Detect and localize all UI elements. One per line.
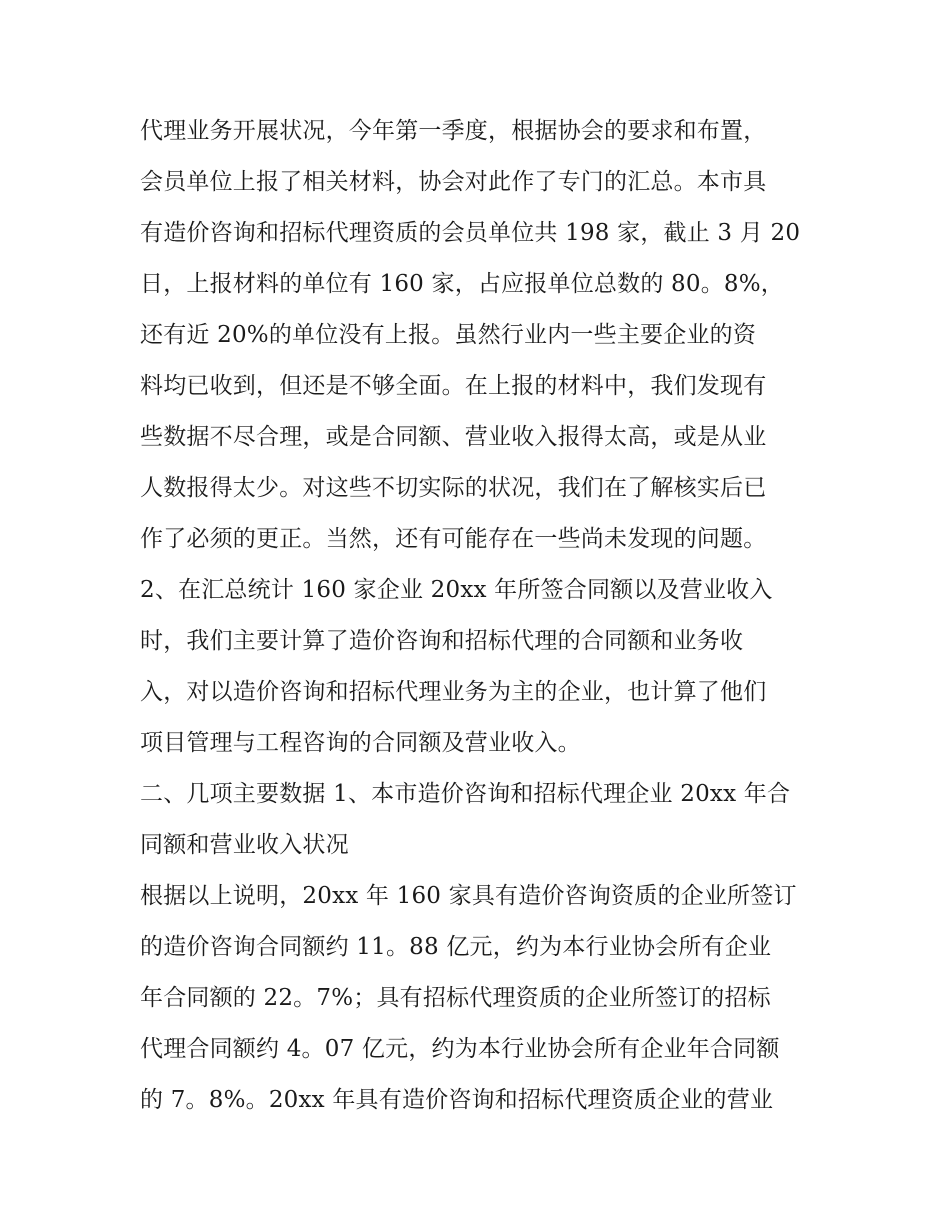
text-line-13: 项目管理与工程咨询的合同额及营业收入。 xyxy=(140,730,581,756)
text-line-1: 代理业务开展状况，今年第一季度，根据协会的要求和布置， xyxy=(140,118,767,144)
text-line-4: 日，上报材料的单位有 160 家，占应报单位总数的 80。8%， xyxy=(140,271,784,297)
text-line-3: 有造价咨询和招标代理资质的会员单位共 198 家，截止 3 月 20 xyxy=(140,220,801,246)
text-line-10: 2、在汇总统计 160 家企业 20xx 年所签合同额以及营业收入 xyxy=(140,577,773,603)
text-line-8: 人数报得太少。对这些不切实际的状况，我们在了解核实后已 xyxy=(140,475,767,501)
text-line-17: 的造价咨询合同额约 11。88 亿元，约为本行业协会所有企业 xyxy=(140,934,772,960)
text-line-7: 些数据不尽合理，或是合同额、营业收入报得太高，或是从业 xyxy=(140,424,767,450)
text-line-18: 年合同额的 22。7%；具有招标代理资质的企业所签订的招标 xyxy=(140,985,771,1011)
text-line-11: 时，我们主要计算了造价咨询和招标代理的合同额和业务收 xyxy=(140,628,744,654)
text-line-16: 根据以上说明，20xx 年 160 家具有造价咨询资质的企业所签订 xyxy=(140,883,797,909)
document-body xyxy=(140,106,820,1126)
text-line-19: 代理合同额约 4。07 亿元，约为本行业协会所有企业年合同额 xyxy=(140,1036,780,1062)
text-line-15: 同额和营业收入状况 xyxy=(140,832,349,858)
text-line-12: 入，对以造价咨询和招标代理业务为主的企业，也计算了他们 xyxy=(140,679,767,705)
text-line-9: 作了必须的更正。当然，还有可能存在一些尚未发现的问题。 xyxy=(140,526,767,552)
text-line-6: 料均已收到，但还是不够全面。在上报的材料中，我们发现有 xyxy=(140,373,767,399)
text-line-5: 还有近 20%的单位没有上报。虽然行业内一些主要企业的资 xyxy=(140,322,757,348)
text-line-2: 会员单位上报了相关材料，协会对此作了专门的汇总。本市具 xyxy=(140,169,767,195)
text-line-20: 的 7。8%。20xx 年具有造价咨询和招标代理资质企业的营业 xyxy=(140,1087,774,1113)
section-heading-line: 二、几项主要数据 1、本市造价咨询和招标代理企业 20xx 年合 xyxy=(140,781,791,807)
